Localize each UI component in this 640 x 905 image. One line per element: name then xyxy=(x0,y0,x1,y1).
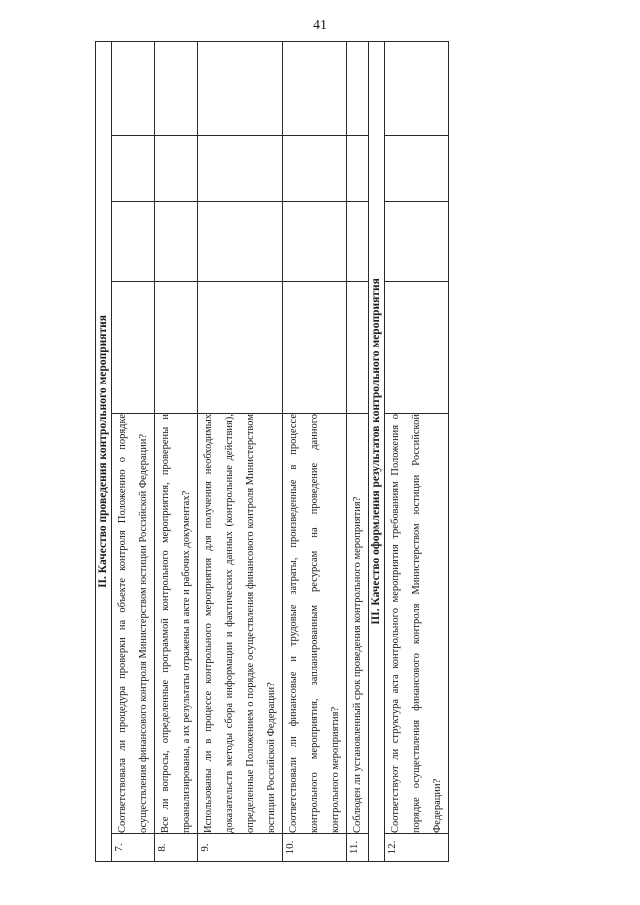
row-question: Соответствовали ли финансовые и трудовые затраты, произведенные в процессе контрольного мероприятия, запланированным ресурсам на проведение данного контрольного мероприятия? xyxy=(283,414,347,834)
answer-cell xyxy=(283,282,347,414)
row-number: 11. xyxy=(347,834,369,862)
answer-cell xyxy=(155,202,198,282)
row-number: 9. xyxy=(198,834,283,862)
checklist-table xyxy=(95,41,449,862)
answer-cell xyxy=(347,136,369,202)
answer-cell xyxy=(112,202,155,282)
answer-cell xyxy=(347,202,369,282)
answer-cell xyxy=(198,202,283,282)
row-question: Соблюден ли установленный срок проведения контрольного мероприятия? xyxy=(347,414,369,834)
answer-cell xyxy=(112,41,155,135)
answer-cell xyxy=(347,41,369,135)
row-number: 7. xyxy=(112,834,155,862)
answer-cell xyxy=(385,41,449,135)
table-row xyxy=(155,41,198,861)
row-number: 10. xyxy=(283,834,347,862)
table-row xyxy=(283,41,347,861)
section-header: II. Качество проведения контрольного мероприятия xyxy=(96,41,112,861)
answer-cell xyxy=(283,41,347,135)
answer-cell xyxy=(198,41,283,135)
row-question: Соответствовала ли процедура проверки на объекте контроля Положению о порядке осуществления финансового контроля Министерством юстиции Российской Федерации? xyxy=(112,414,155,834)
table-row xyxy=(112,41,155,861)
row-question: Все ли вопросы, определенные программой контрольного мероприятия, проверены и проанализированы, а их результаты отражены в акте и рабочих документах? xyxy=(155,414,198,834)
answer-cell xyxy=(155,136,198,202)
answer-cell xyxy=(198,282,283,414)
answer-cell xyxy=(283,136,347,202)
row-question: Соответствуют ли структура акта контрольного мероприятия требованиям Положения о порядке осуществления финансового контроля Министерством юстиции Российской Федерации? xyxy=(385,414,449,834)
row-number: 8. xyxy=(155,834,198,862)
answer-cell xyxy=(283,202,347,282)
answer-cell xyxy=(112,136,155,202)
page-number: 41 xyxy=(313,18,327,33)
answer-cell xyxy=(155,282,198,414)
answer-cell xyxy=(385,136,449,202)
section-header-row xyxy=(96,41,112,861)
row-question: Использованы ли в процессе контрольного мероприятия для получения необходимых доказательств методы сбора информации и фактических данных (контрольные действия), определенные Положением о порядке осуществления финансового контроля Министерством юстиции Российской Федерации? xyxy=(198,414,283,834)
answer-cell xyxy=(347,282,369,414)
table-row xyxy=(385,41,449,861)
table-row xyxy=(347,41,369,861)
section-header: III. Качество оформления результатов контрольного мероприятия xyxy=(369,41,385,861)
answer-cell xyxy=(198,136,283,202)
rotated-table-wrapper xyxy=(95,42,595,862)
section-header-row xyxy=(369,41,385,861)
answer-cell xyxy=(155,41,198,135)
table-row xyxy=(198,41,283,861)
row-number: 12. xyxy=(385,834,449,862)
answer-cell xyxy=(385,282,449,414)
answer-cell xyxy=(112,282,155,414)
answer-cell xyxy=(385,202,449,282)
